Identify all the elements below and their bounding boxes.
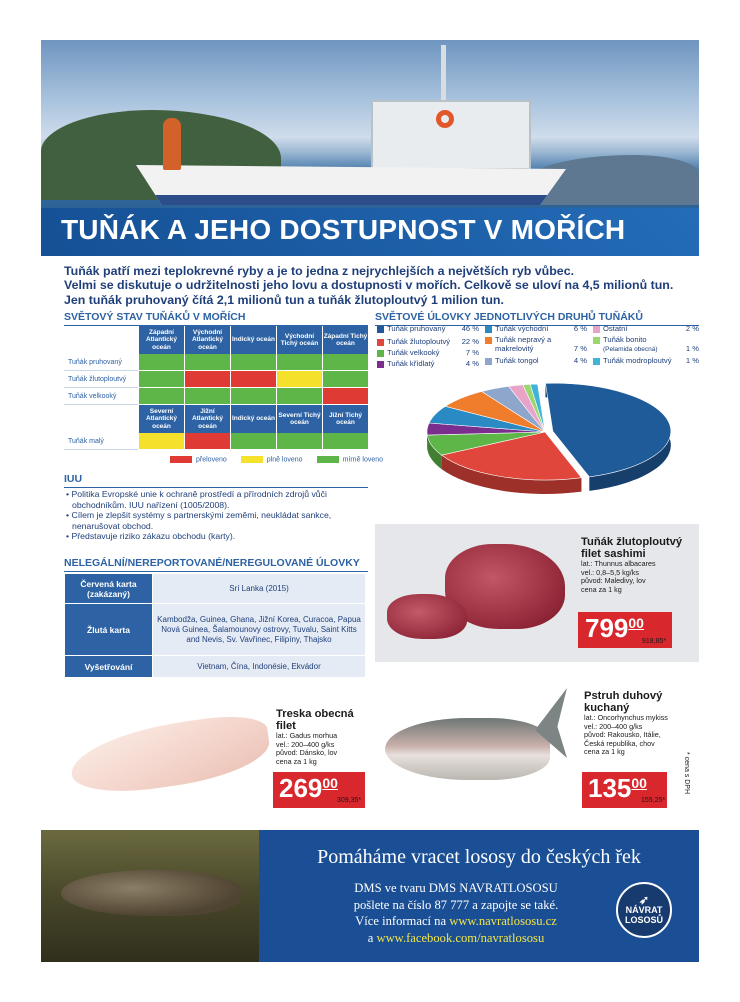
state-header-row [64,405,368,433]
status-cell [184,433,230,450]
legend-value: 4 % [465,359,479,368]
cod-image [70,706,270,786]
legend-value: 46 % [461,324,479,333]
banner-line: pošlete na číslo 87 777 a zapojte se také. [353,897,559,912]
status-cell [184,371,230,388]
product-origin: původ: Rakousko, Itálie, Česká republika, chov [584,730,661,748]
list-item: • Cílem je zlepšit systémy s partnerskými zeměmi, neukládat sankce, nenarušovat obchod. [64,510,372,531]
banner-photo [41,830,259,962]
product-weight: vel.: 200–400 g/ks [584,721,643,731]
state-col-header: Indický oceán [230,405,276,433]
state-col-header: Jižní Atlantický oceán [184,405,230,433]
legend-swatch [241,456,263,463]
cod-info [276,708,376,766]
state-col-header: Východní Tichý oceán [276,326,322,354]
intro-line: Tuňák patří mezi teplokrevné ryby a je to jedna z nejrychlejších a největších ryb vůbec. [64,264,575,278]
banner-title: Pomáháme vracet lososy do českých řek [317,846,641,868]
product-unit: cena za 1 kg [584,747,625,757]
intro-line: Jen tuňák pruhovaný čítá 2,1 milionů tun a tuňák žlutoploutvý 1 milion tun. [64,292,504,307]
product-name: Pstruh duhový kuchaný [584,690,663,714]
intro-text [64,264,684,307]
facebook-link[interactable]: www.facebook.com/navratlososu [376,930,545,945]
legend-value: 2 % [685,324,699,333]
status-cell [138,433,184,450]
product-weight: vel.: 200–400 g/ks [276,739,335,749]
vat-note: * cena s DPH [683,752,690,795]
tuna-info [581,536,693,594]
status-cell [230,354,276,371]
legend-item [377,360,479,369]
status-cell [276,388,322,405]
legend-swatch [377,350,384,357]
legend-value: 1 % [685,356,699,365]
card-type: Vyšetřování [65,656,153,678]
state-legend [170,456,383,463]
product-unit: cena za 1 kg [276,756,317,766]
table-row [64,371,368,388]
table-row [65,604,366,656]
iuu-heading: IUU [64,473,368,488]
card-countries: Kambodža, Guinea, Ghana, Jižní Korea, Curacoa, Papua Nová Guinea, Šalamounovy ostrovy, Tuvalu, Saint Kitts and Nevis, Sv. Vavřinec, Filipíny, Thajsko [153,604,366,656]
product-name: Treska obecná filet [276,708,354,732]
boat-cabin [371,100,531,170]
legend-swatch [593,337,600,344]
legend-item [593,336,699,354]
status-cell [322,354,368,371]
fisherman-figure [163,118,181,170]
price-cents: 00 [322,775,338,791]
state-col-header: Jižní Tichý oceán [322,405,368,433]
product-latin: lat.: Oncorhynchus mykiss [584,713,668,722]
lifebuoy-icon [436,110,454,128]
table-row [65,574,366,604]
legend-item [377,325,479,334]
intro-line: Velmi se diskutuje o udržitelnosti jeho lovu a dostupnosti v mořích. Celkově se uloví na 4,5 milionů tun. [64,278,674,293]
legend-swatch [485,337,492,344]
logo-text: NÁVRAT [625,905,663,915]
legend-label: Tuňák pruhovaný [387,324,446,333]
legend-label: Tuňák žlutoploutvý [387,337,451,346]
legend-item [377,338,479,347]
navrat-lososu-logo [616,882,672,938]
legend-label: přeloveno [196,456,227,464]
banner-line-prefix: Více informací na [355,914,450,928]
legend-swatch [317,456,339,463]
row-label: Tuňák pruhovaný [64,354,138,371]
product-name: Tuňák žlutoploutvý filet sashimi [581,536,683,560]
legend-sublabel: (Pelamida obecná) [603,345,658,353]
cod-fillet-shape [67,710,274,799]
status-cell [276,433,322,450]
state-heading: SVĚTOVÝ STAV TUŇÁKŮ V MOŘÍCH [64,311,368,326]
hero-photo [41,40,699,256]
card-countries: Vietnam, Čína, Indonésie, Ekvádor [153,656,366,678]
status-cell [184,388,230,405]
state-col-header: Indický oceán [230,326,276,354]
legend-item [485,325,587,334]
state-table [64,326,368,450]
legend-item [241,456,303,463]
state-col-header: Východní Atlantický oceán [184,326,230,354]
list-item: • Představuje riziko zákazu obchodu (karty). [64,531,372,542]
row-label: Tuňák velkooký [64,388,138,405]
table-row [65,656,366,678]
old-price: 918,85* [642,638,667,645]
state-col-header: Západní Atlantický oceán [138,326,184,354]
tuna-card [375,524,699,662]
status-cell [138,388,184,405]
table-row [64,433,368,450]
status-cell [322,371,368,388]
price-main: 269 [279,773,323,803]
legend-item [593,325,699,334]
old-price: 155,25* [641,797,666,804]
website-link[interactable]: www.navratlososu.cz [449,914,557,928]
legend-item [377,349,479,358]
state-col-header: Severní Atlantický oceán [138,405,184,433]
banner-text [311,880,601,946]
legend-label: Tuňák křídlatý [387,359,435,368]
salmon-fish-image [61,870,241,916]
status-cell [138,371,184,388]
banner-line-prefix: a [367,930,377,945]
status-cell [322,388,368,405]
legend-value: 1 % [685,344,699,353]
product-latin: lat.: Gadus morhua [276,731,338,740]
state-col-header: Severní Tichý oceán [276,405,322,433]
legend-label: Tuňák nepravý a makrelovitý [495,335,552,353]
pie-chart [395,370,695,510]
legend-label: Tuňák velkooký [387,348,440,357]
row-label: Tuňák žlutoploutvý [64,371,138,388]
product-origin: původ: Maledivy, lov [581,576,646,586]
legend-label: Tuňák modroploutvý [603,356,672,365]
legend-label-main: Tuňák bonito [603,335,647,344]
salmon-banner [41,830,699,962]
table-row [64,388,368,405]
price-cents: 00 [628,615,644,631]
legend-swatch [485,326,492,333]
legend-item [485,336,587,353]
product-weight: vel.: 0,8–5,5 kg/ks [581,567,639,577]
legend-swatch [485,358,492,365]
logo-text: LOSOSŮ [624,915,663,925]
product-unit: cena za 1 kg [581,584,622,594]
status-cell [322,433,368,450]
status-cell [230,388,276,405]
trout-info [584,690,682,757]
banner-line [311,930,601,947]
trout-image [385,688,570,808]
legend-swatch [593,326,600,333]
price-main: 135 [588,773,632,803]
legend-swatch [377,361,384,368]
card-countries: Srí Lanka (2015) [153,574,366,604]
product-origin: původ: Dánsko, lov [276,748,338,758]
legend-value: 6 % [573,324,587,333]
tuna-fillet-image [387,594,467,639]
legend-swatch [170,456,192,463]
legend-label: Tuňák tongol [495,356,539,365]
product-latin: lat.: Thunnus albacares [581,559,656,568]
banner-line [311,913,601,930]
old-price: 309,35* [337,797,362,804]
legend-swatch [377,326,384,333]
legend-item [485,357,587,366]
legend-item [593,357,699,366]
status-cell [276,354,322,371]
price-main: 799 [585,613,629,643]
legend-value: 7 % [465,348,479,357]
boat-hull [136,165,566,205]
status-cell [230,371,276,388]
status-cell [138,354,184,371]
legend-item [170,456,227,463]
legend-swatch [593,358,600,365]
state-col-header: Západní Tichý oceán [322,326,368,354]
trout-body [385,718,550,780]
legend-swatch [377,339,384,346]
legend-value: 4 % [573,356,587,365]
table-row [64,354,368,371]
banner-line: DMS ve tvaru DMS NAVRATLOSOSU [354,881,558,895]
list-item: • Politika Evropské unie k ochraně prostředí a přírodních zdrojů vůči obchodníkům. IUU nařízení (1005/2008). [64,489,372,510]
legend-value: 7 % [573,344,587,353]
status-cell [184,354,230,371]
iuu-list [64,489,372,542]
legend-label: Tuňák východní [495,324,549,333]
legend-label: mírně loveno [342,456,384,464]
price-cents: 00 [631,775,647,791]
card-type: Červená karta (zakázaný) [65,574,153,604]
status-cell [230,433,276,450]
row-label: Tuňák malý [64,433,138,450]
legend-label: plně loveno [266,456,303,464]
catch-heading: SVĚTOVÉ ÚLOVKY JEDNOTLIVÝCH DRUHŮ TUŇÁKŮ [375,311,699,326]
illegal-heading: NELEGÁLNÍ/NEREPORTOVANÉ/NEREGULOVANÉ ÚLOVKY [64,557,368,572]
legend-label: Ostatní [603,324,628,333]
legend-value: 22 % [461,337,479,346]
legend-item [317,456,383,463]
page-title: TUŇÁK A JEHO DOSTUPNOST V MOŘÍCH [61,214,626,245]
state-header-row [64,326,368,354]
bird-icon: ➶ [638,893,650,907]
status-cell [276,371,322,388]
legend-label [603,336,658,354]
card-type: Žlutá karta [65,604,153,656]
illegal-table [64,573,366,678]
